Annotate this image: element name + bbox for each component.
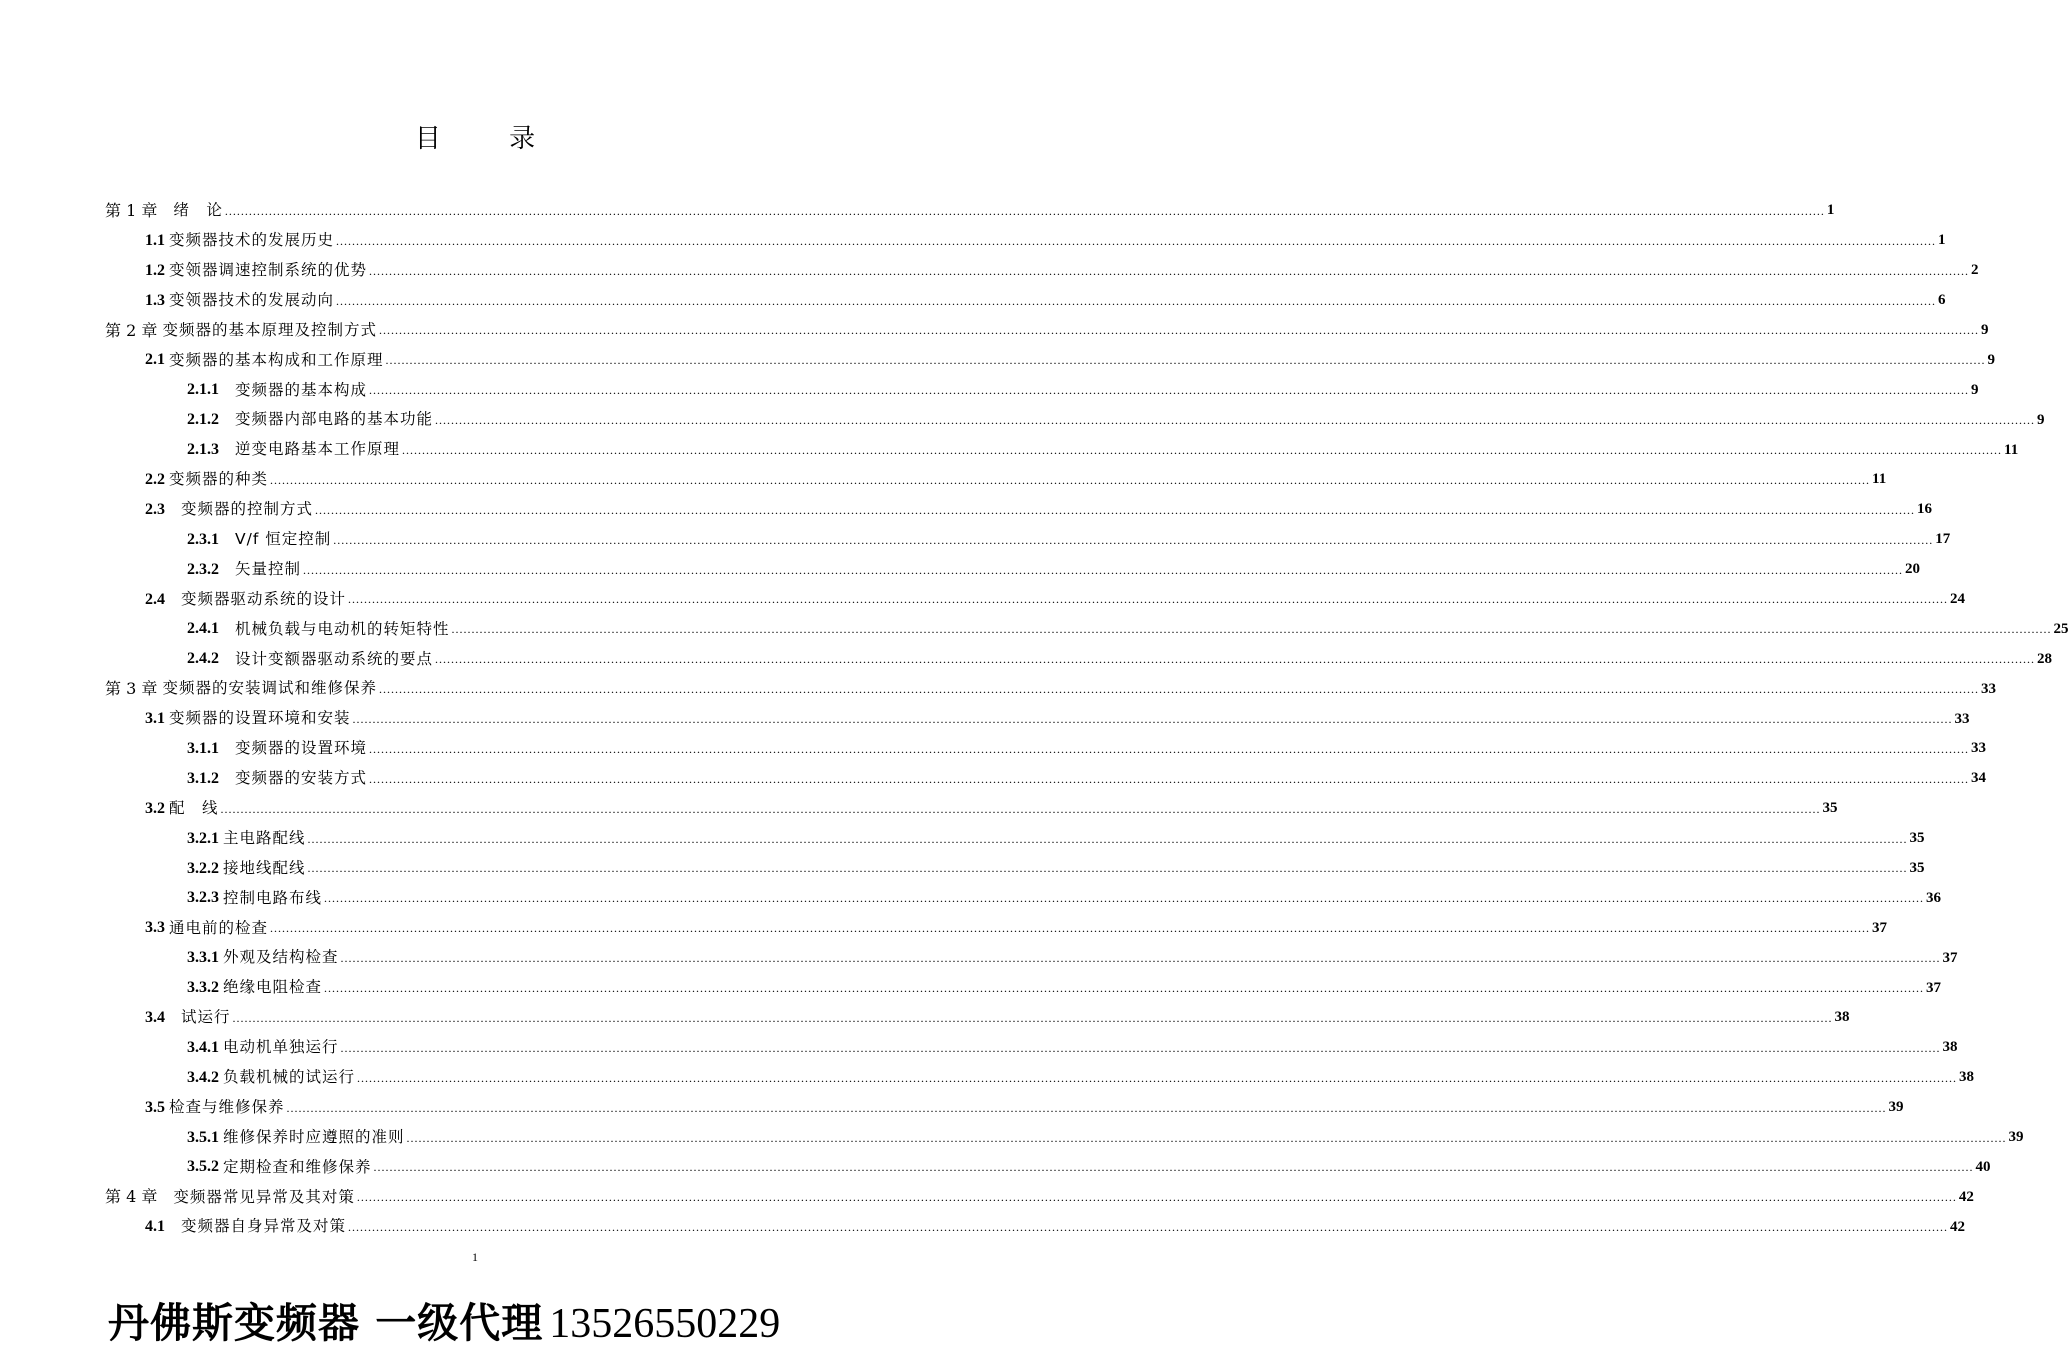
toc-leader-dots: ................................................................................................................................................................................................................................................................................................................................................................................................................ — [451, 622, 2052, 637]
toc-entry-title: 变频器的种类 — [169, 470, 269, 489]
footer-banner — [108, 1290, 780, 1349]
toc-entry-title: 变频器驱动系统的设计 — [181, 589, 347, 608]
toc-leader-dots: ................................................................................................................................................................................................................................................................................................................................................................................................................ — [340, 951, 1941, 966]
toc-entry-title: 试运行 — [181, 1008, 231, 1027]
toc-entry-page: 39 — [1888, 1099, 1904, 1116]
toc-entry-page: 17 — [1935, 531, 1951, 548]
footer-text: 丹佛斯变频器 一级代理 — [108, 1299, 544, 1347]
toc-entry-page: 38 — [1959, 1069, 1975, 1086]
toc-entry[interactable] — [105, 854, 1925, 884]
toc-entry-page: 1 — [1938, 232, 1946, 249]
toc-entry-number: 3.4.2 — [187, 1068, 223, 1086]
toc-entry-title: 变频器的安装方式 — [235, 769, 368, 788]
toc-entry-title: 变频器技术的发展历史 — [169, 231, 335, 250]
toc-entry-title: 变频器的设置环境和安装 — [169, 709, 351, 728]
toc-leader-dots: ................................................................................................................................................................................................................................................................................................................................................................................................................ — [378, 682, 1979, 697]
toc-entry-number: 3.5.1 — [187, 1128, 223, 1146]
toc-entry[interactable] — [105, 1123, 2024, 1153]
toc-leader-dots: ................................................................................................................................................................................................................................................................................................................................................................................................................ — [340, 1040, 1941, 1055]
toc-entry-page: 37 — [1942, 949, 1958, 966]
toc-entry-number: 3.2.1 — [187, 829, 223, 847]
toc-entry-title: 配 线 — [169, 799, 219, 817]
toc-leader-dots: ................................................................................................................................................................................................................................................................................................................................................................................................................ — [435, 652, 2036, 667]
table-of-contents — [105, 196, 2069, 1242]
toc-entry-title: 绝缘电阻检查 — [223, 978, 323, 997]
toc-entry-page: 38 — [1834, 1009, 1850, 1026]
toc-entry[interactable] — [105, 883, 1942, 913]
toc-entry-page: 33 — [1954, 710, 1970, 727]
toc-entry-page: 2 — [1971, 262, 1979, 279]
toc-entry-number: 3.4 — [145, 1008, 182, 1026]
toc-leader-dots: ................................................................................................................................................................................................................................................................................................................................................................................................................ — [402, 443, 2003, 458]
toc-entry-number: 3.4.1 — [187, 1038, 223, 1056]
toc-entry[interactable] — [105, 286, 1946, 316]
toc-leader-dots: ................................................................................................................................................................................................................................................................................................................................................................................................................ — [336, 293, 1937, 308]
toc-entry-page: 35 — [1909, 830, 1925, 847]
toc-entry[interactable] — [105, 585, 1966, 615]
toc-entry-page: 33 — [1971, 740, 1987, 757]
toc-entry-title: 接地线配线 — [223, 858, 306, 877]
toc-entry[interactable] — [105, 375, 1979, 405]
toc-leader-dots: ................................................................................................................................................................................................................................................................................................................................................................................................................ — [369, 263, 1970, 278]
toc-entry-number: 1.2 — [145, 261, 169, 279]
toc-leader-dots: ................................................................................................................................................................................................................................................................................................................................................................................................................ — [378, 323, 1979, 338]
toc-entry-title: 电动机单独运行 — [223, 1038, 339, 1057]
toc-entry[interactable] — [105, 1063, 1975, 1093]
toc-entry-title: 变频器自身异常及对策 — [181, 1217, 347, 1236]
toc-leader-dots: ................................................................................................................................................................................................................................................................................................................................................................................................................ — [303, 562, 1904, 577]
toc-entry-page: 6 — [1938, 292, 1946, 309]
toc-entry[interactable] — [105, 525, 1951, 555]
toc-entry[interactable] — [105, 794, 1838, 824]
toc-entry-page: 42 — [1950, 1218, 1966, 1235]
toc-entry[interactable] — [105, 316, 1989, 346]
toc-entry-title: 变频器的安装调试和维修保养 — [162, 679, 377, 698]
toc-entry[interactable] — [105, 824, 1925, 854]
toc-entry-title: 变频器内部电路的基本功能 — [235, 410, 434, 429]
toc-entry-title: 绪 论 — [173, 201, 223, 220]
toc-entry-page: 37 — [1926, 979, 1942, 996]
toc-leader-dots: ................................................................................................................................................................................................................................................................................................................................................................................................................ — [369, 383, 1970, 398]
toc-leader-dots: ................................................................................................................................................................................................................................................................................................................................................................................................................ — [369, 741, 1970, 756]
toc-entry[interactable] — [105, 674, 1996, 704]
toc-entry[interactable] — [105, 555, 1921, 585]
toc-entry-title: 变领器调速控制系统的优势 — [169, 260, 368, 279]
toc-entry-number: 3.3 — [145, 919, 169, 937]
toc-title: 目 录 — [414, 124, 566, 154]
toc-entry-title: 主电路配线 — [223, 828, 306, 847]
toc-entry[interactable] — [105, 614, 2069, 644]
toc-entry-page: 36 — [1926, 889, 1942, 906]
toc-entry[interactable] — [105, 764, 1987, 794]
toc-entry-page: 34 — [1971, 770, 1987, 787]
toc-entry-page: 28 — [2037, 650, 2053, 667]
toc-entry-title: 变频器常见异常及其对策 — [173, 1187, 355, 1206]
toc-entry-number: 1.1 — [145, 231, 169, 249]
toc-entry-title: 控制电路布线 — [223, 888, 323, 907]
toc-entry-title: 负载机械的试运行 — [223, 1068, 356, 1087]
toc-entry[interactable] — [105, 345, 1996, 375]
toc-leader-dots: ................................................................................................................................................................................................................................................................................................................................................................................................................ — [385, 353, 1986, 368]
toc-entry-number: 3.3.1 — [187, 949, 223, 967]
toc-entry-number: 第 2 章 — [105, 320, 163, 340]
toc-entry-page: 9 — [1987, 351, 1996, 368]
toc-entry[interactable] — [105, 1182, 1974, 1212]
toc-entry-number: 2.3 — [145, 500, 182, 518]
toc-entry-title: 维修保养时应遵照的准则 — [223, 1127, 405, 1146]
toc-leader-dots: ................................................................................................................................................................................................................................................................................................................................................................................................................ — [357, 1070, 1958, 1085]
toc-entry-title: 外观及结构检查 — [223, 948, 339, 967]
toc-entry-number: 第 4 章 — [105, 1187, 174, 1207]
toc-entry-page: 11 — [1872, 471, 1887, 488]
toc-entry-number: 2.4.2 — [187, 650, 236, 668]
toc-entry[interactable] — [105, 1212, 1966, 1242]
toc-entry[interactable] — [105, 495, 1933, 525]
toc-leader-dots: ................................................................................................................................................................................................................................................................................................................................................................................................................ — [348, 1220, 1949, 1235]
toc-entry-title: 定期检查和维修保养 — [223, 1157, 372, 1176]
toc-leader-dots: ................................................................................................................................................................................................................................................................................................................................................................................................................ — [406, 1130, 2007, 1145]
toc-entry-title: 变频器的基本原理及控制方式 — [162, 320, 377, 339]
toc-entry-page: 1 — [1826, 202, 1835, 219]
toc-leader-dots: ................................................................................................................................................................................................................................................................................................................................................................................................................ — [232, 1010, 1833, 1025]
toc-entry-page: 37 — [1872, 919, 1888, 936]
toc-entry-page: 39 — [2008, 1129, 2024, 1146]
toc-entry-title: 变领器技术的发展动向 — [169, 290, 335, 309]
toc-entry-number: 3.1 — [145, 710, 169, 728]
toc-entry-number: 2.1.2 — [187, 411, 236, 429]
toc-entry[interactable] — [105, 644, 2053, 674]
toc-entry[interactable] — [105, 435, 2019, 465]
toc-entry[interactable] — [105, 405, 2045, 435]
toc-entry-number: 2.4.1 — [187, 620, 236, 638]
toc-entry[interactable] — [105, 196, 1835, 226]
toc-leader-dots: ................................................................................................................................................................................................................................................................................................................................................................................................................ — [373, 1160, 1974, 1175]
toc-entry-title: 变频器的控制方式 — [181, 500, 314, 519]
toc-entry[interactable] — [105, 913, 1888, 943]
toc-leader-dots: ................................................................................................................................................................................................................................................................................................................................................................................................................ — [286, 1100, 1887, 1115]
toc-entry-number: 4.1 — [145, 1218, 182, 1236]
toc-entry-number: 2.3.1 — [187, 530, 236, 548]
toc-leader-dots: ................................................................................................................................................................................................................................................................................................................................................................................................................ — [348, 592, 1949, 607]
toc-entry[interactable] — [105, 943, 1958, 973]
page-number: 1 — [472, 1250, 478, 1264]
toc-entry-number: 2.1.1 — [187, 381, 236, 399]
toc-entry-number: 3.2.3 — [187, 889, 223, 907]
toc-entry-title: 变频器的基本构成 — [235, 380, 368, 399]
toc-entry[interactable] — [105, 465, 1887, 495]
toc-leader-dots: ................................................................................................................................................................................................................................................................................................................................................................................................................ — [324, 891, 1925, 906]
toc-entry-title: 变频器的设置环境 — [235, 739, 368, 758]
toc-entry-page: 9 — [2037, 411, 2045, 428]
toc-entry-number: 2.1 — [145, 351, 169, 369]
toc-leader-dots: ................................................................................................................................................................................................................................................................................................................................................................................................................ — [270, 921, 1871, 936]
toc-leader-dots: ................................................................................................................................................................................................................................................................................................................................................................................................................ — [435, 413, 2036, 428]
toc-entry-number: 1.3 — [145, 291, 169, 309]
toc-entry-page: 35 — [1822, 800, 1838, 817]
toc-entry-number: 3.5 — [145, 1098, 169, 1116]
toc-leader-dots: ................................................................................................................................................................................................................................................................................................................................................................................................................ — [224, 203, 1825, 218]
toc-entry[interactable] — [105, 1153, 1991, 1183]
toc-entry-title: 逆变电路基本工作原理 — [235, 440, 401, 459]
toc-leader-dots: ................................................................................................................................................................................................................................................................................................................................................................................................................ — [336, 233, 1937, 248]
toc-entry-title: 机械负载与电动机的转矩特性 — [235, 619, 450, 638]
toc-leader-dots: ................................................................................................................................................................................................................................................................................................................................................................................................................ — [333, 532, 1934, 547]
toc-entry-title: V/f 恒定控制 — [235, 529, 332, 548]
toc-entry-title: 变频器的基本构成和工作原理 — [169, 350, 384, 369]
toc-entry-page: 20 — [1905, 561, 1921, 578]
toc-entry-number: 2.3.2 — [187, 560, 236, 578]
toc-entry-number: 第 3 章 — [105, 679, 163, 699]
toc-entry[interactable] — [105, 1033, 1958, 1063]
toc-leader-dots: ................................................................................................................................................................................................................................................................................................................................................................................................................ — [352, 712, 1953, 727]
toc-entry-page: 42 — [1958, 1188, 1974, 1205]
footer-phone: 13526550229 — [549, 1301, 781, 1347]
toc-entry[interactable] — [105, 256, 1979, 286]
toc-entry-page: 40 — [1975, 1158, 1991, 1175]
toc-entry-title: 设计变额器驱动系统的要点 — [235, 649, 434, 668]
toc-leader-dots: ................................................................................................................................................................................................................................................................................................................................................................................................................ — [307, 831, 1908, 846]
toc-entry-page: 38 — [1942, 1039, 1958, 1056]
toc-entry-number: 第 1 章 — [105, 200, 174, 220]
toc-entry[interactable] — [105, 973, 1942, 1003]
toc-leader-dots: ................................................................................................................................................................................................................................................................................................................................................................................................................ — [324, 981, 1925, 996]
toc-entry-page: 11 — [2004, 441, 2019, 458]
toc-leader-dots: ................................................................................................................................................................................................................................................................................................................................................................................................................ — [369, 771, 1970, 786]
toc-entry-number: 3.1.1 — [187, 739, 236, 757]
toc-entry-page: 16 — [1917, 501, 1933, 518]
toc-entry-page: 9 — [1971, 381, 1979, 398]
toc-entry-number: 3.1.2 — [187, 769, 236, 787]
toc-entry-page: 33 — [1980, 680, 1996, 697]
toc-entry[interactable] — [105, 1093, 1904, 1123]
toc-leader-dots: ................................................................................................................................................................................................................................................................................................................................................................................................................ — [307, 861, 1908, 876]
toc-entry[interactable] — [105, 704, 1970, 734]
toc-entry-number: 3.2 — [145, 799, 169, 817]
toc-entry-number: 2.1.3 — [187, 441, 236, 459]
toc-entry-page: 9 — [1980, 322, 1989, 338]
toc-leader-dots: ................................................................................................................................................................................................................................................................................................................................................................................................................ — [220, 801, 1821, 816]
toc-entry-number: 3.5.2 — [187, 1158, 223, 1176]
toc-entry[interactable] — [105, 1003, 1850, 1033]
toc-entry-number: 2.2 — [145, 470, 169, 488]
toc-leader-dots: ................................................................................................................................................................................................................................................................................................................................................................................................................ — [315, 502, 1916, 517]
toc-entry[interactable] — [105, 734, 1987, 764]
toc-entry[interactable] — [105, 226, 1946, 256]
toc-leader-dots: ................................................................................................................................................................................................................................................................................................................................................................................................................ — [270, 472, 1871, 487]
toc-entry-page: 35 — [1909, 860, 1925, 877]
toc-entry-number: 3.2.2 — [187, 859, 223, 877]
toc-entry-page: 25 — [2053, 620, 2069, 637]
toc-entry-title: 通电前的检查 — [169, 918, 269, 937]
toc-entry-title: 矢量控制 — [235, 559, 302, 578]
toc-entry-page: 24 — [1950, 591, 1966, 608]
toc-entry-number: 3.3.2 — [187, 979, 223, 997]
toc-entry-title: 检查与维修保养 — [169, 1097, 285, 1116]
toc-leader-dots: ................................................................................................................................................................................................................................................................................................................................................................................................................ — [356, 1190, 1957, 1205]
toc-entry-number: 2.4 — [145, 590, 182, 608]
